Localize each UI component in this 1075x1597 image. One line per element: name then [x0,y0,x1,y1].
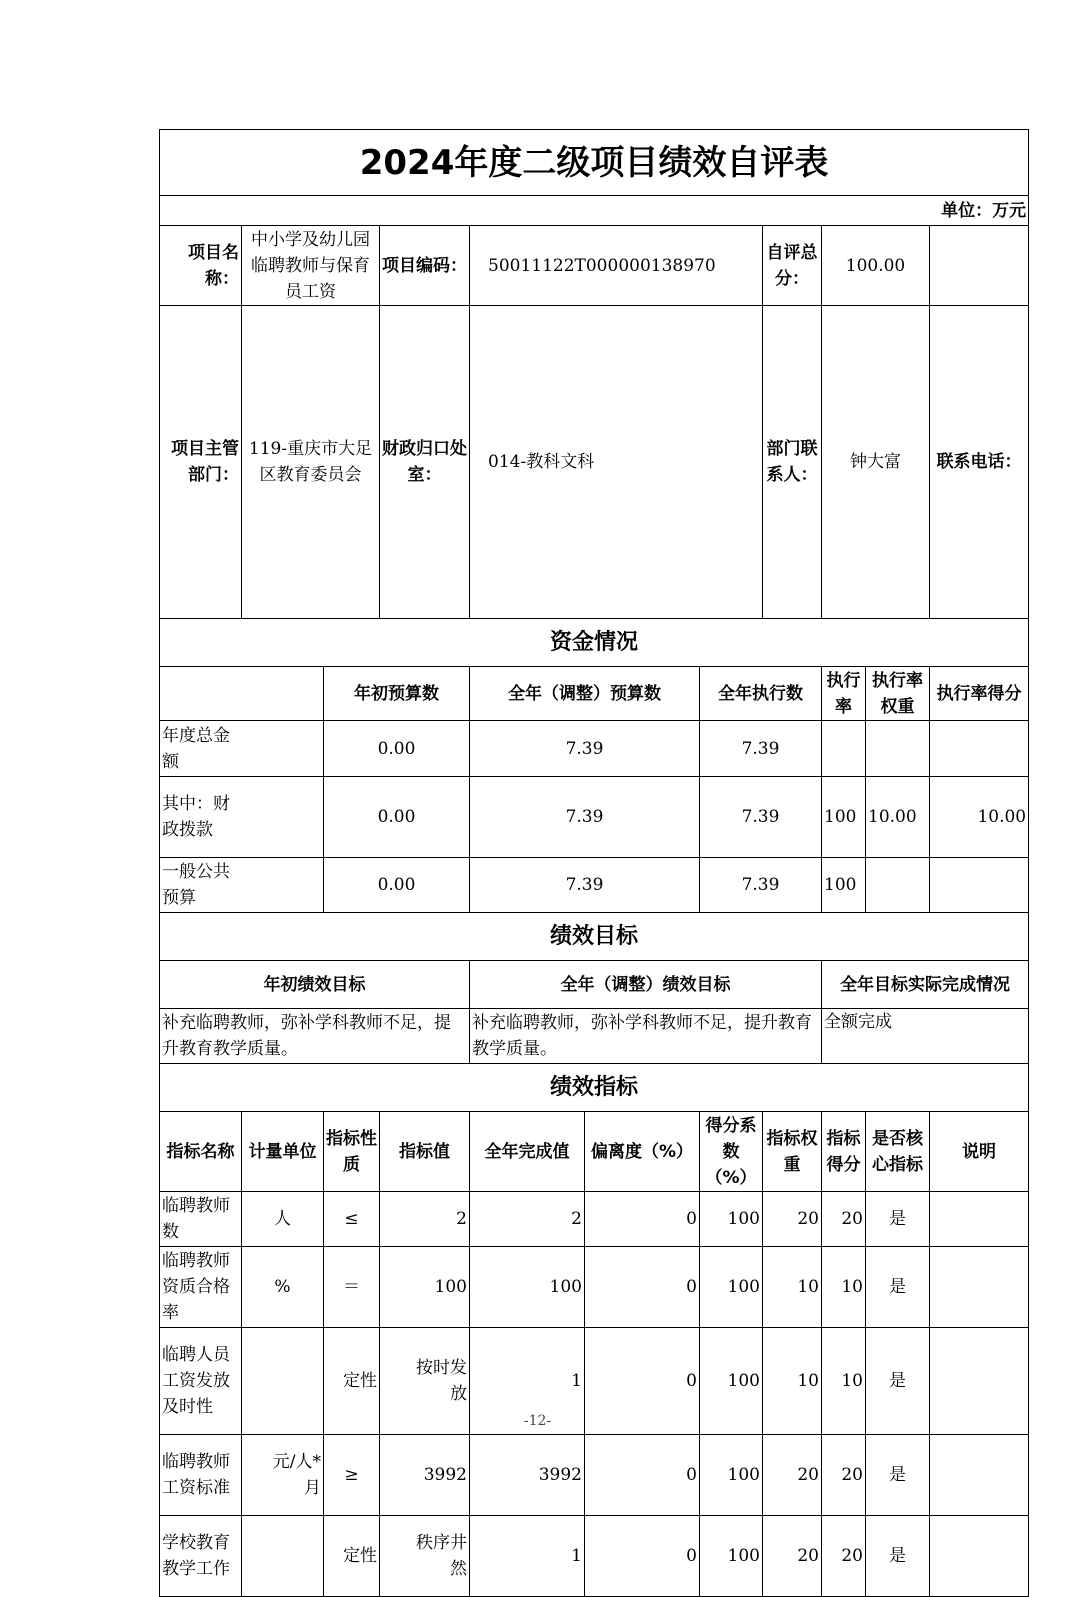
ind-target: 秩序井然 [380,1516,470,1597]
ind-header-unit: 计量单位 [242,1112,324,1192]
funds-initial: 0.00 [324,777,470,858]
table-row [160,1435,1029,1516]
score-label: 自评总分： [763,226,822,306]
ind-coef: 100 [700,1516,763,1597]
ind-core: 是 [866,1247,930,1328]
funds-score: 10.00 [930,777,1029,858]
ind-weight: 20 [763,1192,822,1247]
dept-value: 119-重庆市大足区教育委员会 [242,306,380,619]
ind-note [930,1435,1029,1516]
ind-actual: 3992 [470,1435,585,1516]
project-name-label: 项目名称： [160,226,242,306]
ind-deviation: 0 [585,1435,700,1516]
ind-nature: ≤ [324,1192,380,1247]
funds-adjusted: 7.39 [470,721,700,777]
self-score: 100.00 [822,226,930,306]
goals-section-title: 绩效目标 [160,913,1029,961]
ind-score: 20 [822,1435,866,1516]
ind-header-note: 说明 [930,1112,1029,1192]
funds-score [930,858,1029,913]
ind-name: 临聘教师资质合格率 [160,1247,242,1328]
table-row [160,721,1029,777]
goals-header-actual: 全年目标实际完成情况 [822,961,1029,1009]
ind-weight: 10 [763,1328,822,1435]
project-code-label: 项目编码： [380,226,470,306]
ind-unit: 人 [242,1192,324,1247]
phone-label: 联系电话： [930,306,1029,619]
ind-score: 20 [822,1192,866,1247]
ind-weight: 20 [763,1435,822,1516]
ind-coef: 100 [700,1192,763,1247]
ind-header-coef: 得分系数（%） [700,1112,763,1192]
funds-header-adjusted: 全年（调整）预算数 [470,667,700,721]
project-name: 中小学及幼儿园临聘教师与保育员工资 [242,226,380,306]
ind-core: 是 [866,1516,930,1597]
ind-unit [242,1516,324,1597]
ind-target: 2 [380,1192,470,1247]
funds-header-score: 执行率得分 [930,667,1029,721]
ind-note [930,1247,1029,1328]
funds-header-rate: 执行率 [822,667,866,721]
funds-header-empty [160,667,324,721]
ind-name: 临聘教师数 [160,1192,242,1247]
ind-deviation: 0 [585,1247,700,1328]
ind-nature: ＝ [324,1247,380,1328]
ind-core: 是 [866,1435,930,1516]
ind-deviation: 0 [585,1516,700,1597]
ind-target: 3992 [380,1435,470,1516]
funds-header-weight: 执行率权重 [866,667,930,721]
funds-header-initial: 年初预算数 [324,667,470,721]
funds-row-label: 其中：财政拨款 [160,777,324,858]
ind-score: 10 [822,1247,866,1328]
ind-coef: 100 [700,1247,763,1328]
contact-value: 钟大富 [822,306,930,619]
ind-name: 临聘教师工资标准 [160,1435,242,1516]
funds-rate: 100 [822,858,866,913]
ind-header-actual: 全年完成值 [470,1112,585,1192]
ind-weight: 20 [763,1516,822,1597]
ind-note [930,1192,1029,1247]
ind-unit: 元/人*月 [242,1435,324,1516]
goals-header-initial: 年初绩效目标 [160,961,470,1009]
ind-header-target: 指标值 [380,1112,470,1192]
ind-note [930,1516,1029,1597]
funds-adjusted: 7.39 [470,858,700,913]
ind-name: 学校教育教学工作 [160,1516,242,1597]
contact-label: 部门联系人： [763,306,822,619]
funds-section-title: 资金情况 [160,619,1029,667]
goal-initial: 补充临聘教师，弥补学科教师不足，提升教育教学质量。 [160,1009,470,1064]
page-number: -12- [523,1413,552,1429]
table-row [160,777,1029,858]
funds-weight: 10.00 [866,777,930,858]
goals-header-adjusted: 全年（调整）绩效目标 [470,961,822,1009]
dept-label: 项目主管部门： [160,306,242,619]
ind-header-score: 指标得分 [822,1112,866,1192]
funds-initial: 0.00 [324,721,470,777]
funds-row-label: 一般公共预算 [160,858,324,913]
ind-target: 按时发放 [380,1328,470,1435]
funds-rate: 100 [822,777,866,858]
ind-header-core: 是否核心指标 [866,1112,930,1192]
funds-executed: 7.39 [700,721,822,777]
ind-score: 10 [822,1328,866,1435]
funds-weight [866,858,930,913]
ind-header-name: 指标名称 [160,1112,242,1192]
finance-value: 014-教科文科 [470,306,763,619]
ind-header-nature: 指标性质 [324,1112,380,1192]
goal-actual: 全额完成 [822,1009,1029,1064]
funds-row-label: 年度总金额 [160,721,324,777]
project-code: 50011122T000000138970 [470,226,763,306]
ind-nature: 定性 [324,1328,380,1435]
funds-header-executed: 全年执行数 [700,667,822,721]
ind-weight: 10 [763,1247,822,1328]
funds-executed: 7.39 [700,858,822,913]
ind-deviation: 0 [585,1328,700,1435]
ind-actual: 100 [470,1247,585,1328]
goal-adjusted: 补充临聘教师，弥补学科教师不足，提升教育教学质量。 [470,1009,822,1064]
performance-table [159,129,1029,1597]
funds-executed: 7.39 [700,777,822,858]
funds-rate [822,721,866,777]
ind-coef: 100 [700,1328,763,1435]
funds-adjusted: 7.39 [470,777,700,858]
ind-target: 100 [380,1247,470,1328]
funds-initial: 0.00 [324,858,470,913]
ind-header-weight: 指标权重 [763,1112,822,1192]
page-title: 2024年度二级项目绩效自评表 [160,130,1029,196]
table-row [160,1516,1029,1597]
ind-core: 是 [866,1328,930,1435]
empty-cell [930,226,1029,306]
funds-score [930,721,1029,777]
ind-score: 20 [822,1516,866,1597]
ind-core: 是 [866,1192,930,1247]
ind-coef: 100 [700,1435,763,1516]
ind-deviation: 0 [585,1192,700,1247]
ind-nature: 定性 [324,1516,380,1597]
indicators-section-title: 绩效指标 [160,1064,1029,1112]
ind-actual: 1 [470,1328,585,1435]
finance-label: 财政归口处室： [380,306,470,619]
ind-name: 临聘人员工资发放及时性 [160,1328,242,1435]
table-row [160,1192,1029,1247]
ind-unit: % [242,1247,324,1328]
ind-actual: 1 [470,1516,585,1597]
ind-nature: ≥ [324,1435,380,1516]
funds-weight [866,721,930,777]
table-row [160,858,1029,913]
table-row [160,1247,1029,1328]
ind-header-deviation: 偏离度（%） [585,1112,700,1192]
unit-label: 单位：万元 [160,196,1029,226]
ind-actual: 2 [470,1192,585,1247]
